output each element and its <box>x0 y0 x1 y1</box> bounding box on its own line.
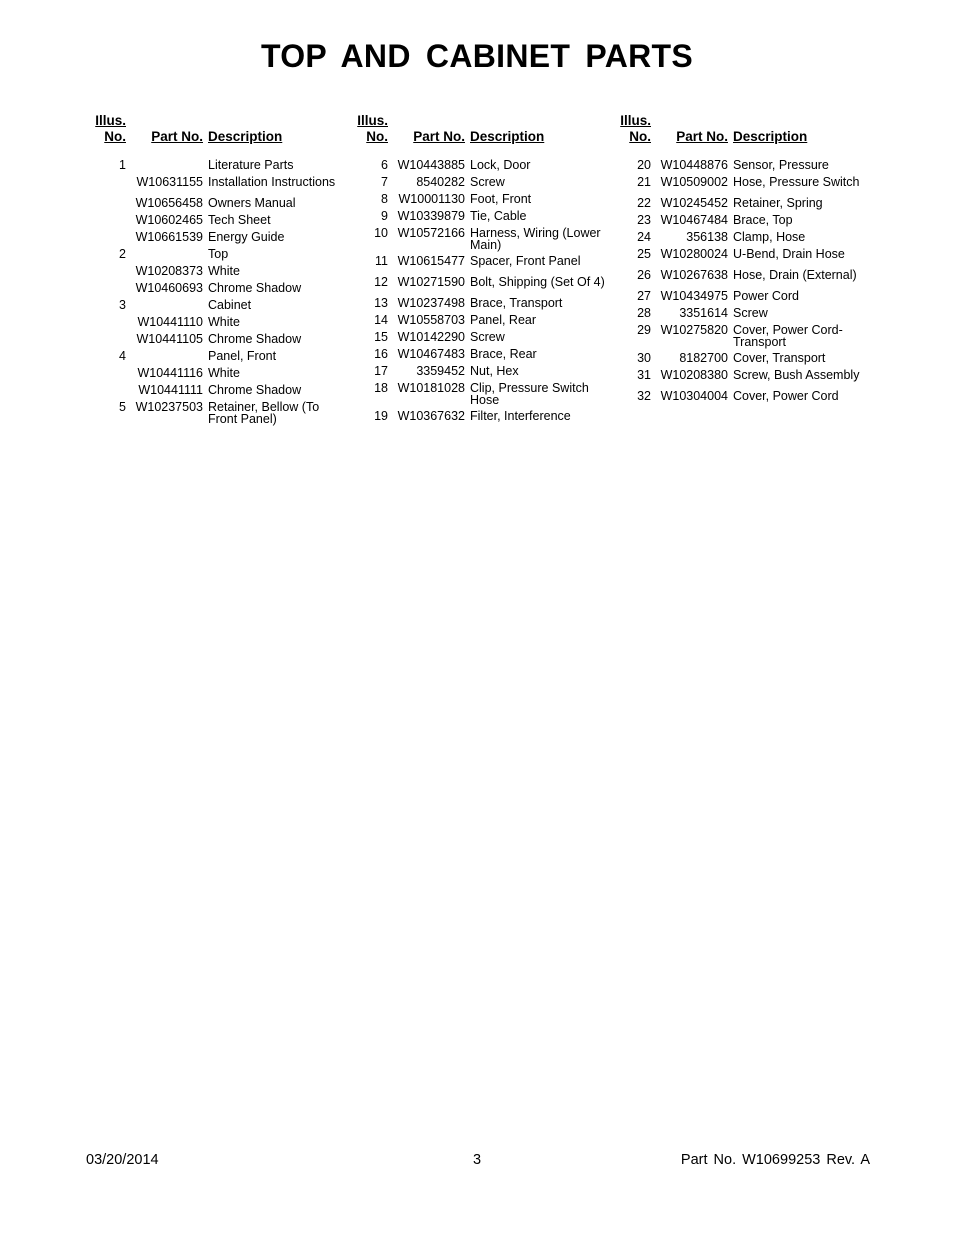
header-part-no: Part No. <box>413 129 465 144</box>
part-number: W10615477 <box>397 254 465 268</box>
illus-number: 13 <box>374 296 388 310</box>
table-row <box>354 365 616 378</box>
header-description: Description <box>470 129 545 144</box>
part-number: W10441111 <box>138 383 203 397</box>
part-number: W10434975 <box>660 289 728 303</box>
table-row <box>617 290 879 303</box>
part-number: W10467483 <box>397 347 465 361</box>
part-number: W10271590 <box>397 275 465 289</box>
part-number: W10441105 <box>136 332 203 346</box>
illus-number: 5 <box>119 400 126 414</box>
illus-number: 17 <box>374 364 388 378</box>
part-description: Brace, Top <box>733 213 793 227</box>
illus-number: 32 <box>637 389 651 403</box>
illus-number: 4 <box>119 349 126 363</box>
header-illus-line2: No. <box>104 129 126 144</box>
part-number: W10339879 <box>397 209 465 223</box>
header-illus-no <box>92 113 126 145</box>
illus-number: 27 <box>637 289 651 303</box>
part-number: 8182700 <box>679 351 728 365</box>
table-row <box>92 367 344 380</box>
part-number: W10237498 <box>397 296 465 310</box>
part-description: Spacer, Front Panel <box>470 254 581 268</box>
table-row <box>92 231 344 244</box>
table-row <box>92 282 344 295</box>
part-number: W10001130 <box>398 192 465 206</box>
part-description: Panel, Rear <box>470 313 537 327</box>
table-row <box>354 331 616 344</box>
table-row <box>92 197 344 210</box>
part-description: Hose, Drain (External) <box>733 268 857 282</box>
table-row <box>354 227 616 251</box>
table-row <box>354 255 616 268</box>
part-description: U-Bend, Drain Hose <box>733 247 845 261</box>
illus-number: 20 <box>637 158 651 172</box>
table-row <box>617 248 879 261</box>
part-description: Top <box>208 247 229 261</box>
part-number: 3351614 <box>679 306 728 320</box>
part-number: W10142290 <box>397 330 465 344</box>
part-number: W10208373 <box>135 264 203 278</box>
header-description: Description <box>733 129 808 144</box>
illus-number: 31 <box>637 368 651 382</box>
table-row <box>354 314 616 327</box>
part-description: Power Cord <box>733 289 799 303</box>
part-number: W10631155 <box>136 175 203 189</box>
table-row <box>92 299 344 312</box>
part-description: Energy Guide <box>208 230 285 244</box>
illus-number: 12 <box>374 275 388 289</box>
table-row <box>617 324 879 348</box>
illus-number: 23 <box>637 213 651 227</box>
part-number: W10280024 <box>660 247 728 261</box>
column-header <box>354 113 616 147</box>
part-description: Retainer, Bellow (To Front Panel) <box>208 400 320 426</box>
table-row <box>617 197 879 210</box>
table-row <box>617 390 879 403</box>
table-row <box>617 214 879 227</box>
part-number: W10275820 <box>660 323 728 337</box>
part-number: 356138 <box>686 230 728 244</box>
illus-number: 16 <box>374 347 388 361</box>
part-number: W10467484 <box>660 213 728 227</box>
header-illus-line1: Illus. <box>620 113 651 128</box>
part-description: Lock, Door <box>470 158 531 172</box>
page-title: TOP AND CABINET PARTS <box>260 38 694 74</box>
part-description: Literature Parts <box>208 158 294 172</box>
table-row <box>354 276 616 289</box>
column-header <box>92 113 344 147</box>
illus-number: 3 <box>119 298 126 312</box>
table-row <box>92 176 344 189</box>
part-number: W10441116 <box>137 366 203 380</box>
header-part-no: Part No. <box>676 129 728 144</box>
illus-number: 10 <box>374 226 388 240</box>
part-number: W10661539 <box>135 230 203 244</box>
header-illus-no <box>617 113 651 145</box>
part-number: W10267638 <box>660 268 728 282</box>
table-row <box>354 382 616 406</box>
part-description: Hose, Pressure Switch <box>733 175 860 189</box>
part-number: W10367632 <box>397 409 465 423</box>
part-number: W10460693 <box>135 281 203 295</box>
illus-number: 22 <box>637 196 651 210</box>
illus-number: 30 <box>637 351 651 365</box>
illus-number: 9 <box>381 209 388 223</box>
parts-column-2 <box>354 113 616 427</box>
table-row <box>354 159 616 172</box>
footer-page-number: 3 <box>472 1152 482 1168</box>
part-number: 3359452 <box>416 364 465 378</box>
part-number: W10656458 <box>135 196 203 210</box>
part-description: Panel, Front <box>208 349 277 363</box>
part-description: Cover, Transport <box>733 351 826 365</box>
part-description: Brace, Transport <box>470 296 563 310</box>
part-description: Screw, Bush Assembly <box>733 368 860 382</box>
footer-part-number: Part No. W10699253 Rev. A <box>680 1152 870 1168</box>
part-number: W10509002 <box>660 175 728 189</box>
part-description: Nut, Hex <box>470 364 519 378</box>
table-row <box>617 159 879 172</box>
table-row <box>354 210 616 223</box>
illus-number: 1 <box>119 158 126 172</box>
table-row <box>92 265 344 278</box>
illus-number: 15 <box>374 330 388 344</box>
column-header <box>617 113 879 147</box>
table-row <box>92 333 344 346</box>
illus-number: 11 <box>375 254 388 268</box>
table-row <box>617 369 879 382</box>
table-row <box>617 269 879 282</box>
part-description: Harness, Wiring (Lower Main) <box>470 226 601 252</box>
header-illus-no <box>354 113 388 145</box>
table-row <box>92 214 344 227</box>
part-description: Chrome Shadow <box>208 332 302 346</box>
header-illus-line2: No. <box>629 129 651 144</box>
part-number: 8540282 <box>416 175 465 189</box>
part-description: Retainer, Spring <box>733 196 823 210</box>
part-description: Screw <box>470 175 505 189</box>
table-row <box>92 316 344 329</box>
table-row <box>617 176 879 189</box>
part-number: W10304004 <box>660 389 728 403</box>
part-description: Filter, Interference <box>470 409 571 423</box>
illus-number: 24 <box>637 230 651 244</box>
part-description: Sensor, Pressure <box>733 158 829 172</box>
illus-number: 2 <box>119 247 126 261</box>
part-description: Foot, Front <box>470 192 532 206</box>
table-row <box>92 401 344 425</box>
part-number: W10602465 <box>135 213 203 227</box>
table-row <box>92 384 344 397</box>
illus-number: 21 <box>637 175 651 189</box>
part-description: Chrome Shadow <box>208 281 302 295</box>
footer-date: 03/20/2014 <box>86 1152 159 1168</box>
part-number: W10443885 <box>397 158 465 172</box>
table-row <box>354 410 616 423</box>
part-description: Screw <box>733 306 768 320</box>
illus-number: 14 <box>374 313 388 327</box>
table-row <box>617 352 879 365</box>
header-description: Description <box>208 129 283 144</box>
illus-number: 25 <box>637 247 651 261</box>
part-number: W10208380 <box>660 368 728 382</box>
table-row <box>92 248 344 261</box>
part-description: Clamp, Hose <box>733 230 806 244</box>
part-description: Installation Instructions <box>208 175 336 189</box>
illus-number: 6 <box>381 158 388 172</box>
illus-number: 26 <box>637 268 651 282</box>
illus-number: 29 <box>637 323 651 337</box>
table-row <box>354 193 616 206</box>
header-part-no: Part No. <box>151 129 203 144</box>
illus-number: 28 <box>637 306 651 320</box>
part-number: W10181028 <box>397 381 465 395</box>
part-description: White <box>208 264 240 278</box>
table-row <box>92 350 344 363</box>
table-row <box>354 176 616 189</box>
part-description: Cover, Power Cord-Transport <box>733 323 843 349</box>
part-description: Bolt, Shipping (Set Of 4) <box>470 275 605 289</box>
part-description: Owners Manual <box>208 196 296 210</box>
part-description: Screw <box>470 330 505 344</box>
table-row <box>617 231 879 244</box>
illus-number: 7 <box>381 175 388 189</box>
part-number: W10558703 <box>397 313 465 327</box>
part-description: Cover, Power Cord <box>733 389 839 403</box>
header-illus-line1: Illus. <box>357 113 388 128</box>
part-number: W10245452 <box>660 196 728 210</box>
illus-number: 18 <box>374 381 388 395</box>
part-number: W10572166 <box>397 226 465 240</box>
part-description: Tech Sheet <box>208 213 271 227</box>
header-illus-line1: Illus. <box>95 113 126 128</box>
part-description: Cabinet <box>208 298 252 312</box>
illus-number: 19 <box>374 409 388 423</box>
table-row <box>354 348 616 361</box>
parts-column-3 <box>617 113 879 407</box>
table-row <box>617 307 879 320</box>
part-description: Brace, Rear <box>470 347 537 361</box>
part-number: W10448876 <box>660 158 728 172</box>
part-description: White <box>208 366 240 380</box>
part-number: W10441110 <box>137 315 203 329</box>
header-illus-line2: No. <box>366 129 388 144</box>
part-description: White <box>208 315 240 329</box>
table-row <box>92 159 344 172</box>
illus-number: 8 <box>381 192 388 206</box>
parts-column-1 <box>92 113 344 429</box>
part-description: Clip, Pressure Switch Hose <box>470 381 589 407</box>
part-description: Chrome Shadow <box>208 383 302 397</box>
table-row <box>354 297 616 310</box>
part-number: W10237503 <box>135 400 203 414</box>
part-description: Tie, Cable <box>470 209 527 223</box>
